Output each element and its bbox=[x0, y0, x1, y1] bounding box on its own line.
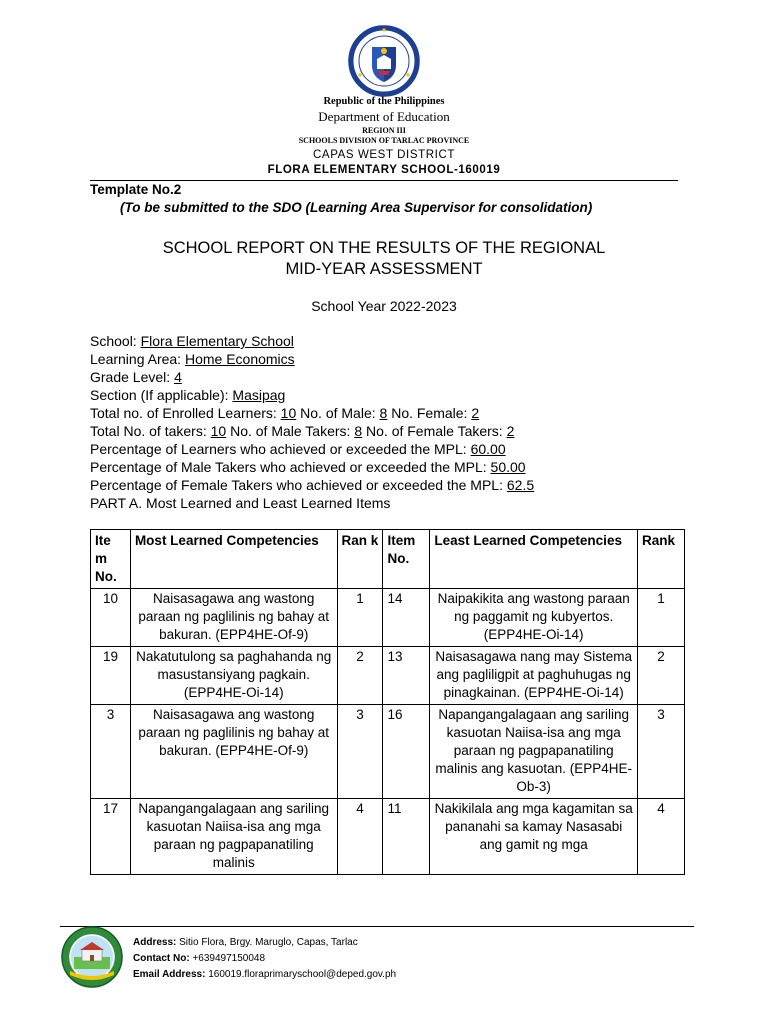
table-row bbox=[91, 705, 685, 799]
header-rank-1: Ran k bbox=[337, 530, 383, 589]
report-title-line1: SCHOOL REPORT ON THE RESULTS OF THE REGIONAL bbox=[162, 239, 606, 257]
header-region: REGION III bbox=[362, 126, 406, 135]
cell-most-learned: Napangangalagaan ang sariling kasuotan Naiisa-isa ang mga paraan ng pagpapanatiling malinis bbox=[130, 799, 337, 875]
template-label: Template No.2 bbox=[90, 182, 182, 197]
table-row bbox=[91, 647, 685, 705]
cell-item-no: 11 bbox=[383, 799, 430, 875]
header-school: FLORA ELEMENTARY SCHOOL-160019 bbox=[267, 164, 501, 176]
cell-rank: 4 bbox=[337, 799, 383, 875]
cell-rank: 1 bbox=[337, 589, 383, 647]
template-note: (To be submitted to the SDO (Learning Area Supervisor for consolidation) bbox=[120, 200, 593, 215]
header-item-no-2: Item No. bbox=[383, 530, 430, 589]
cell-rank: 3 bbox=[637, 705, 684, 799]
cell-most-learned: Naisasagawa ang wastong paraan ng paglilinis ng bahay at bakuran. (EPP4HE-Of-9) bbox=[130, 705, 337, 799]
cell-item-no: 13 bbox=[383, 647, 430, 705]
footer-email: Email Address: 160019.floraprimaryschool@deped.gov.ph bbox=[133, 969, 397, 980]
info-grade-level: Grade Level: 4 bbox=[90, 369, 182, 385]
part-a-heading: PART A. Most Learned and Least Learned Items bbox=[90, 495, 391, 511]
header-most-learned: Most Learned Competencies bbox=[130, 530, 337, 589]
cell-item-no: 14 bbox=[383, 589, 430, 647]
table-row bbox=[91, 799, 685, 875]
report-title-line2: MID-YEAR ASSESSMENT bbox=[285, 260, 483, 278]
cell-least-learned: Nakikilala ang mga kagamitan sa pananahi sa kamay Nasasabi ang gamit ng mga bbox=[430, 799, 638, 875]
school-year: School Year 2022-2023 bbox=[311, 298, 457, 314]
header-least-learned: Least Learned Competencies bbox=[430, 530, 638, 589]
header-rank-2: Rank bbox=[637, 530, 684, 589]
cell-item-no: 16 bbox=[383, 705, 430, 799]
header-department: Department of Education bbox=[318, 109, 450, 124]
cell-rank: 1 bbox=[637, 589, 684, 647]
table-row bbox=[91, 589, 685, 647]
info-pct-male: Percentage of Male Takers who achieved or exceeded the MPL: 50.00 bbox=[90, 459, 526, 475]
cell-rank: 2 bbox=[337, 647, 383, 705]
cell-least-learned: Napangangalagaan ang sariling kasuotan Naiisa-isa ang mga paraan ng pagpapanatiling malinis ang kasuotan. (EPP4HE-Ob-3) bbox=[430, 705, 638, 799]
info-section: Section (If applicable): Masipag bbox=[90, 387, 286, 403]
cell-item-no: 3 bbox=[91, 705, 131, 799]
footer-contact-no: Contact No: +639497150048 bbox=[133, 953, 266, 964]
competencies-table bbox=[90, 529, 685, 875]
cell-most-learned: Naisasagawa ang wastong paraan ng paglilinis ng bahay at bakuran. (EPP4HE-Of-9) bbox=[130, 589, 337, 647]
header-item-no-1: Ite m No. bbox=[91, 530, 131, 589]
cell-rank: 3 bbox=[337, 705, 383, 799]
cell-least-learned: Naisasagawa nang may Sistema ang pagliligpit at paghuhugas ng pinagkainan. (EPP4HE-Oi-14) bbox=[430, 647, 638, 705]
footer-contact bbox=[133, 935, 396, 983]
cell-item-no: 19 bbox=[91, 647, 131, 705]
info-learning-area: Learning Area: Home Economics bbox=[90, 351, 295, 367]
cell-most-learned: Nakatutulong sa paghahanda ng masustansiyang pagkain. (EPP4HE-Oi-14) bbox=[130, 647, 337, 705]
cell-rank: 4 bbox=[637, 799, 684, 875]
footer-divider bbox=[60, 926, 694, 927]
info-pct-learners: Percentage of Learners who achieved or exceeded the MPL: 60.00 bbox=[90, 441, 506, 457]
info-pct-female: Percentage of Female Takers who achieved or exceeded the MPL: 62.5 bbox=[90, 477, 535, 493]
table-header-row bbox=[91, 530, 685, 589]
cell-rank: 2 bbox=[637, 647, 684, 705]
cell-least-learned: Naipakikita ang wastong paraan ng paggamit ng kubyertos. (EPP4HE-Oi-14) bbox=[430, 589, 638, 647]
header-republic: Republic of the Philippines bbox=[323, 96, 445, 107]
info-school: School: Flora Elementary School bbox=[90, 333, 294, 349]
cell-item-no: 10 bbox=[91, 589, 131, 647]
header-division: SCHOOLS DIVISION OF TARLAC PROVINCE bbox=[298, 136, 470, 145]
header-district: CAPAS WEST DISTRICT bbox=[313, 149, 455, 161]
info-enrolled: Total no. of Enrolled Learners: 10 No. of Male: 8 No. Female: 2 bbox=[90, 405, 480, 421]
info-takers: Total No. of takers: 10 No. of Male Takers: 8 No. of Female Takers: 2 bbox=[90, 423, 515, 439]
school-logo-icon bbox=[60, 925, 124, 989]
footer-address: Address: Sitio Flora, Brgy. Maruglo, Capas, Tarlac bbox=[133, 937, 358, 948]
cell-item-no: 17 bbox=[91, 799, 131, 875]
